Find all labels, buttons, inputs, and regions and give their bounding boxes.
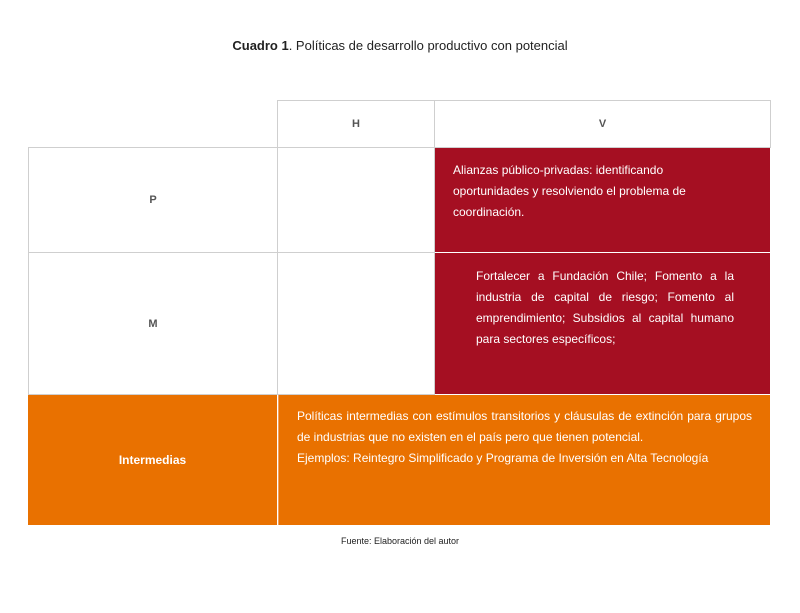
cell-intermedias-merged (278, 395, 770, 525)
column-header-v-label: V (598, 118, 607, 130)
row-header-m-label: M (148, 317, 158, 330)
row-header-p (28, 147, 278, 253)
cell-p-v-text: Alianzas público-privadas: identificando oportunidades y resolviendo el problema de coordinación. (453, 163, 686, 219)
cell-p-h (277, 147, 435, 253)
column-header-h (277, 100, 435, 148)
row-header-p-label: P (149, 194, 157, 206)
table-caption (0, 38, 800, 53)
cell-intermedias-line1: Políticas intermedias con estímulos transitorios y cláusulas de extinción para grupos de industrias que no existen en el país pero que tienen potencial. (297, 409, 752, 444)
cell-m-h (277, 252, 435, 395)
source-note: Fuente: Elaboración del autor (340, 536, 460, 546)
row-header-intermedias-label: Intermedias (118, 453, 187, 467)
cell-p-v (435, 148, 770, 252)
caption-label: Cuadro 1 (232, 38, 289, 53)
row-header-m (28, 252, 278, 395)
row-header-intermedias (28, 395, 277, 525)
caption-text: . Políticas de desarrollo productivo con potencial (288, 38, 568, 53)
column-header-v (434, 100, 771, 148)
cell-intermedias-line2: Ejemplos: Reintegro Simplificado y Programa de Inversión en Alta Tecnología (297, 451, 709, 465)
cell-m-v (435, 253, 770, 394)
column-header-h-label: H (352, 118, 360, 130)
cell-m-v-text: Fortalecer a Fundación Chile; Fomento a la industria de capital de riesgo; Fomento al emprendimiento; Subsidios al capital humano para sectores específicos; (476, 269, 734, 346)
